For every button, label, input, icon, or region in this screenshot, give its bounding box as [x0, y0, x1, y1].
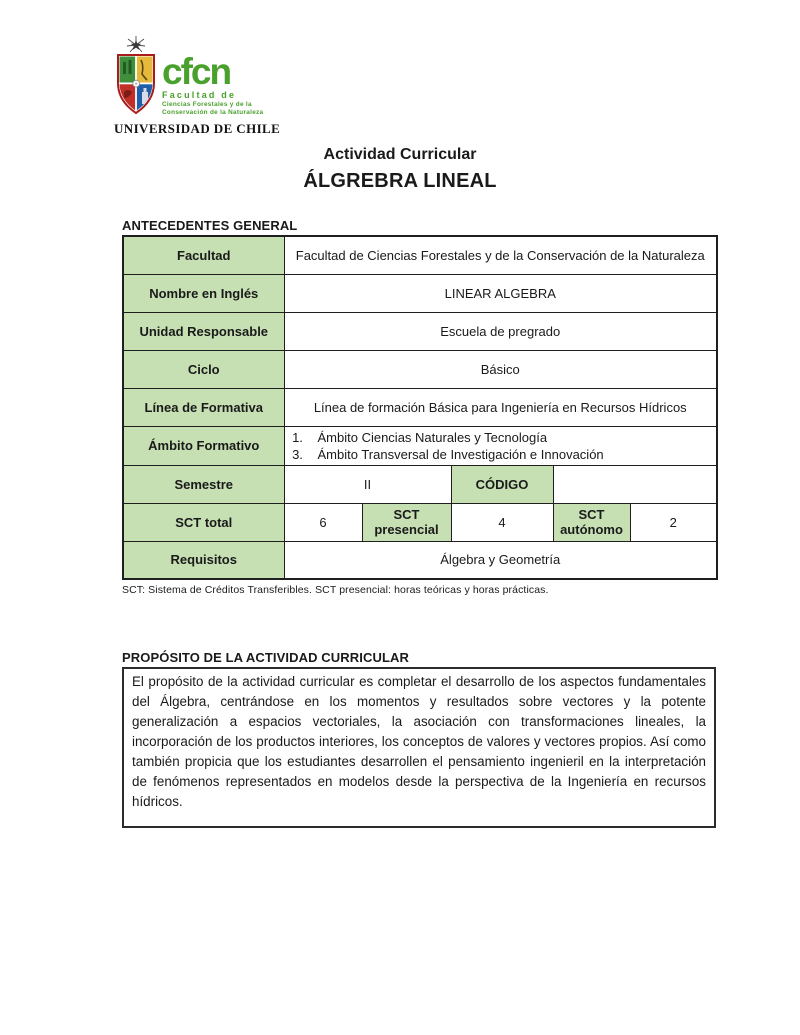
row-label: Nombre en Inglés	[123, 274, 284, 312]
sct-autonomo-value: 2	[630, 503, 717, 541]
ambito-item	[291, 429, 711, 446]
row-value: Escuela de pregrado	[284, 312, 717, 350]
antecedentes-section	[122, 218, 718, 596]
ambito-item-number: 1.	[292, 429, 303, 445]
logo-faculty-line3: Conservación de la Naturaleza	[162, 109, 264, 116]
sct-footnote: SCT: Sistema de Créditos Transferibles. SCT presencial: horas teóricas y horas prácticas.	[122, 584, 549, 596]
table-row-requisitos	[123, 541, 717, 579]
proposito-heading: PROPÓSITO DE LA ACTIVIDAD CURRICULAR	[122, 650, 409, 665]
row-value: Básico	[284, 350, 717, 388]
row-label: Unidad Responsable	[123, 312, 284, 350]
codigo-label: CÓDIGO	[451, 465, 553, 503]
row-label: Ámbito Formativo	[123, 426, 284, 465]
row-label: SCT total	[123, 503, 284, 541]
codigo-value	[553, 465, 717, 503]
document-subtitle: Actividad Curricular	[323, 146, 477, 163]
sct-presencial-label: SCT presencial	[362, 503, 451, 541]
document-title: ÁLGREBRA LINEAL	[303, 170, 497, 192]
ambito-item	[291, 446, 711, 463]
logo-faculty-line1: Facultad de	[162, 90, 237, 100]
row-value: Línea de formación Básica para Ingeniería en Recursos Hídricos	[284, 388, 717, 426]
ambito-item-text: Ámbito Ciencias Naturales y Tecnología	[317, 429, 548, 445]
ambito-list	[284, 426, 717, 465]
antecedentes-heading: ANTECEDENTES GENERAL	[122, 218, 298, 233]
table-row-nombre-ingles	[123, 274, 717, 312]
row-label: Requisitos	[123, 541, 284, 579]
sct-autonomo-label: SCT autónomo	[553, 503, 630, 541]
table-row-unidad-responsable	[123, 312, 717, 350]
sct-total-value: 6	[284, 503, 362, 541]
row-label: Ciclo	[123, 350, 284, 388]
row-value: LINEAR ALGEBRA	[284, 274, 717, 312]
row-value: Facultad de Ciencias Forestales y de la Conservación de la Naturaleza	[284, 236, 717, 274]
row-label: Facultad	[123, 236, 284, 274]
antecedentes-table	[122, 235, 718, 580]
logo-acronym: cfcn	[162, 50, 231, 92]
table-row-ambito-formativo	[123, 426, 717, 465]
semestre-value: II	[284, 465, 451, 503]
proposito-section	[122, 650, 718, 828]
table-row-ciclo	[123, 350, 717, 388]
table-row-linea-formativa	[123, 388, 717, 426]
university-crest-icon	[114, 36, 158, 118]
sct-presencial-value: 4	[451, 503, 553, 541]
table-row-facultad	[123, 236, 717, 274]
row-label: Semestre	[123, 465, 284, 503]
logo-faculty-line2: Ciencias Forestales y de la	[162, 101, 252, 108]
row-label: Línea de Formativa	[123, 388, 284, 426]
table-row-sct	[123, 503, 717, 541]
faculty-logo	[114, 36, 281, 137]
ambito-item-text: Ámbito Transversal de Investigación e Innovación	[317, 446, 604, 462]
proposito-body: El propósito de la actividad curricular es completar el desarrollo de los aspectos fundamentales del Álgebra, centrándose en los momentos y resultados sobre vectores y la potente generalización a espacios vectoriales, la asociación con transformaciones lineales, la incorporación de los productos interiores, los conceptos de valores y vectores propios. Así como también propicia que los estudiantes desarrollen el pensamiento ingenieril en la interpretación de fenómenos representados en modelos desde la perspectiva de la Ingeniería en recursos hídricos.	[122, 667, 716, 828]
table-row-semestre	[123, 465, 717, 503]
row-value: Álgebra y Geometría	[284, 541, 717, 579]
university-name: UNIVERSIDAD DE CHILE	[114, 121, 281, 136]
document-header	[0, 146, 800, 193]
ambito-item-number: 3.	[292, 446, 303, 462]
